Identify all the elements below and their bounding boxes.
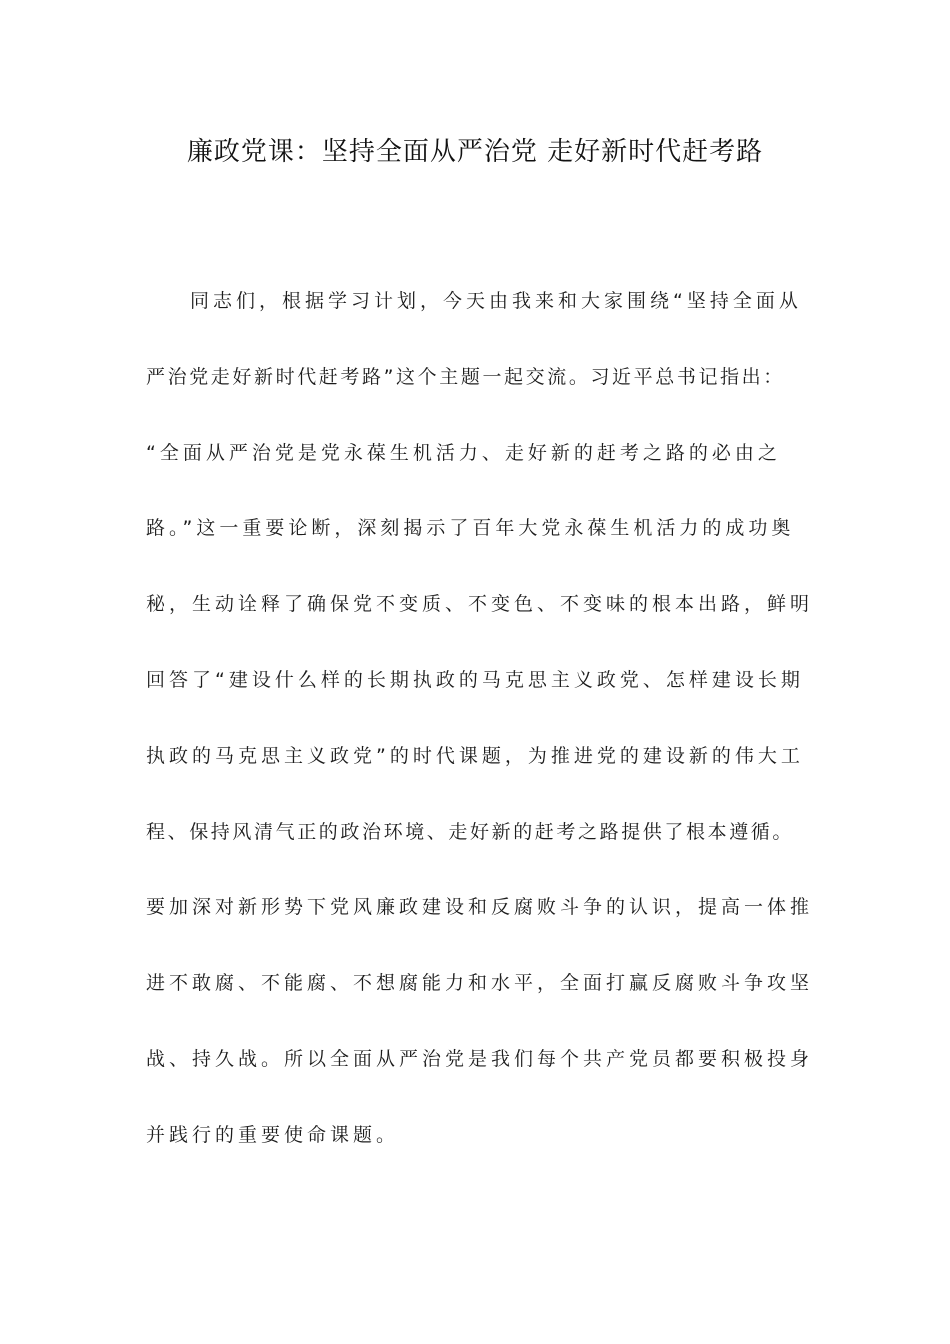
paragraph-line: 回答了“建设什么样的长期执政的马克思主义政党、怎样建设长期 — [146, 668, 804, 691]
paragraph-line: 路。”这一重要论断，深刻揭示了百年大党永葆生机活力的成功奥 — [146, 517, 795, 540]
document-body — [146, 281, 814, 1191]
document-title: 廉政党课：坚持全面从严治党 走好新时代赶考路 — [186, 137, 764, 167]
paragraph-line: 进不敢腐、不能腐、不想腐能力和水平，全面打赢反腐败斗争攻坚 — [146, 972, 814, 995]
paragraph-line: 要加深对新形势下党风廉政建设和反腐败斗争的认识，提高一体推 — [146, 896, 814, 919]
paragraph-line: “全面从严治党是党永葆生机活力、走好新的赶考之路的必由之 — [146, 441, 781, 464]
paragraph-line: 执政的马克思主义政党”的时代课题，为推进党的建设新的伟大工 — [146, 744, 804, 767]
paragraph-line: 程、保持风清气正的政治环境、走好新的赶考之路提供了根本遵循。 — [146, 820, 795, 843]
paragraph-line: 秘，生动诠释了确保党不变质、不变色、不变味的根本出路，鲜明 — [146, 593, 814, 616]
paragraph-line: 同志们，根据学习计划，今天由我来和大家围绕“坚持全面从 — [190, 290, 802, 312]
paragraph-line: 并践行的重要使命课题。 — [146, 1123, 400, 1146]
paragraph-line: 严治党走好新时代赶考路”这个主题一起交流。习近平总书记指出： — [146, 365, 785, 388]
paragraph-line: 战、持久战。所以全面从严治党是我们每个共产党员都要积极投身 — [146, 1047, 814, 1070]
